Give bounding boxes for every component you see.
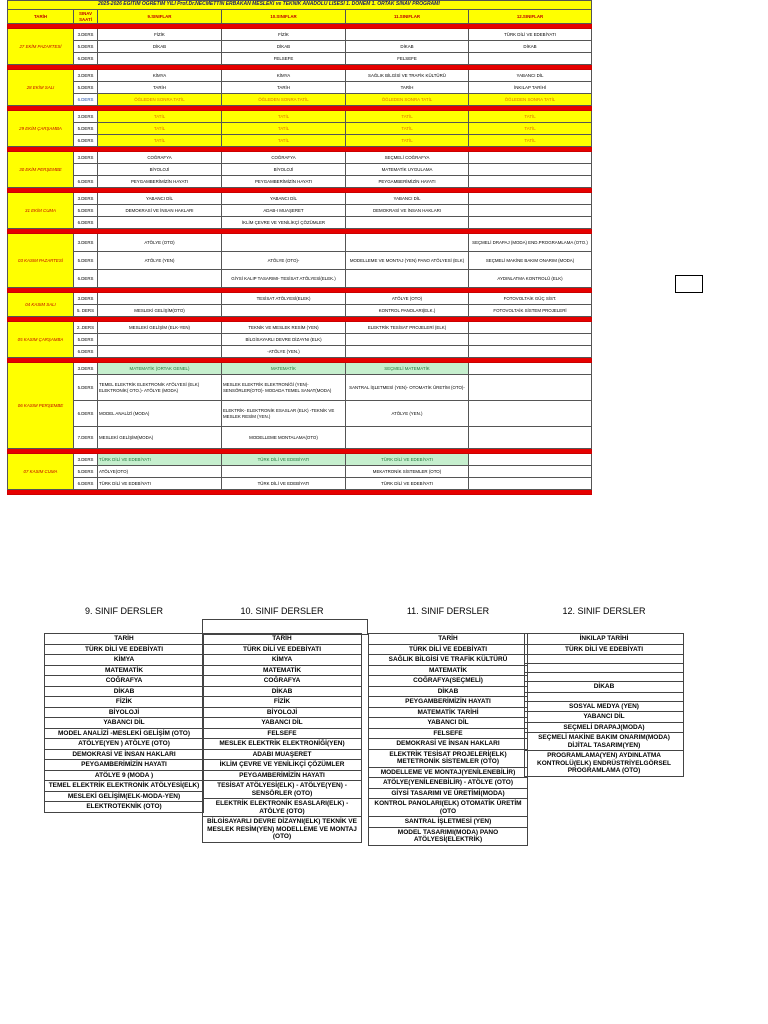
grade-11-subjects bbox=[368, 606, 528, 846]
exam-cell-g10: ATÖLYE (OTO)- bbox=[222, 252, 346, 270]
subject-item: MODEL TASARIMI(MODA) PANO ATÖLYESİ(ELEKTRİK) bbox=[368, 827, 528, 846]
exam-cell-g11: TATİL bbox=[346, 135, 469, 147]
subject-item: DİKAB bbox=[44, 686, 204, 698]
exam-cell-g12: İNKILAP TARİHİ bbox=[469, 82, 592, 94]
exam-cell-g9: YABANCI DİL bbox=[98, 193, 222, 205]
header-grade-10: 10.SINIFLAR bbox=[222, 10, 346, 24]
exam-cell-g9 bbox=[98, 53, 222, 65]
exam-cell-g11: TARİH bbox=[346, 82, 469, 94]
exam-date: 03 KASIM PAZARTESİ bbox=[8, 234, 74, 288]
exam-cell-g10: PEYGAMBERİMİZİN HAYATI bbox=[222, 176, 346, 188]
subject-item: FELSEFE bbox=[202, 728, 362, 740]
exam-date: 28 EKİM SALI bbox=[8, 70, 74, 106]
exam-cell-g11: DİKAB bbox=[346, 41, 469, 53]
schedule-row bbox=[8, 401, 592, 427]
exam-cell-g11 bbox=[346, 234, 469, 252]
exam-cell-g12: TATİL bbox=[469, 111, 592, 123]
exam-cell-g9: MATEMATİK (ORTAK GENEL) bbox=[98, 363, 222, 375]
exam-hour: 5.DERS bbox=[74, 252, 98, 270]
exam-hour: 5.DERS bbox=[74, 334, 98, 346]
exam-cell-g11: ATÖLYE (OTO) bbox=[346, 293, 469, 305]
exam-cell-g9: TATİL bbox=[98, 135, 222, 147]
exam-cell-g10: BİYOLOJİ bbox=[222, 164, 346, 176]
exam-cell-g9: TARİH bbox=[98, 82, 222, 94]
exam-cell-g9: TEMEL ELEKTRİK ELEKTRONİK ATÖLYESİ (ELK) ELEKTRONİK( OTO.)- ATÖLYE (MODA) bbox=[98, 375, 222, 401]
subject-item: İKLİM ÇEVRE VE YENİLİKÇİ ÇÖZÜMLER bbox=[202, 759, 362, 771]
schedule-row bbox=[8, 346, 592, 358]
subject-item: YABANCI DİL bbox=[524, 711, 684, 723]
schedule-row bbox=[8, 193, 592, 205]
exam-cell-g9: MESLEKİ GELİŞİM(OTO) bbox=[98, 305, 222, 317]
header-grade-11: 11.SINIFLAR bbox=[346, 10, 469, 24]
grade-11-header: 11. SINIF DERSLER bbox=[406, 606, 490, 616]
exam-cell-g12 bbox=[469, 205, 592, 217]
schedule-row bbox=[8, 478, 592, 490]
schedule-row bbox=[8, 29, 592, 41]
exam-cell-g11: SANTRAL İŞLETMESİ (YEN)- OTOMATİK ÜRETİM (OTO)- bbox=[346, 375, 469, 401]
exam-cell-g10: MODELLEME MONTALAMA(OTO) bbox=[222, 427, 346, 449]
exam-cell-g10: YABANCI DİL bbox=[222, 193, 346, 205]
exam-date: 29 EKİM ÇARŞAMBA bbox=[8, 111, 74, 147]
exam-cell-g9: FİZİK bbox=[98, 29, 222, 41]
exam-cell-g9: DEMOKRASİ VE İNSAN HAKLARI bbox=[98, 205, 222, 217]
exam-cell-g12 bbox=[469, 401, 592, 427]
exam-cell-g12 bbox=[469, 375, 592, 401]
schedule-row bbox=[8, 53, 592, 65]
empty-box bbox=[675, 275, 703, 293]
exam-cell-g12: AYDINLATMA KONTROLÜ (ELK) bbox=[469, 270, 592, 288]
subject-item: YABANCI DİL bbox=[368, 717, 528, 729]
subject-item: MODEL ANALİZİ -MESLEKİ GELİŞİM (OTO) bbox=[44, 728, 204, 740]
exam-cell-g10 bbox=[222, 305, 346, 317]
exam-cell-g9: MESLEKİ GELİŞİM (ELK-YEN) bbox=[98, 322, 222, 334]
exam-hour: 6.DERS bbox=[74, 135, 98, 147]
exam-cell-g12 bbox=[469, 322, 592, 334]
exam-hour: 7.DERS bbox=[74, 427, 98, 449]
subject-item: YABANCI DİL bbox=[202, 717, 362, 729]
subject-item: SEÇMELİ DRAPAJ(MODA) bbox=[524, 722, 684, 734]
exam-cell-g10: FİZİK bbox=[222, 29, 346, 41]
exam-hour: 5.DERS bbox=[74, 82, 98, 94]
exam-cell-g11 bbox=[346, 346, 469, 358]
schedule-row bbox=[8, 164, 592, 176]
exam-cell-g9: MESLEKİ GELİŞİM(MODA) bbox=[98, 427, 222, 449]
subject-item: COĞRAFYA(SEÇMELİ) bbox=[368, 675, 528, 687]
exam-cell-g11: ÖĞLEDEN SONRA TATİL bbox=[346, 94, 469, 106]
subject-item: BİYOLOJİ bbox=[44, 707, 204, 719]
exam-schedule-table bbox=[7, 0, 592, 495]
subject-item: ELEKTRİK ELEKTRONİK ESASLARI(ELK) - ATÖLYE (OTO) bbox=[202, 798, 362, 817]
exam-hour: 6.DERS bbox=[74, 401, 98, 427]
schedule-row bbox=[8, 427, 592, 449]
exam-cell-g10: KİMYA bbox=[222, 70, 346, 82]
exam-cell-g9 bbox=[98, 270, 222, 288]
exam-cell-g11: ELEKTRİK TESİSAT PROJELERİ (ELK) bbox=[346, 322, 469, 334]
exam-date: 31 EKİM CUMA bbox=[8, 193, 74, 229]
exam-cell-g11: DEMOKRASİ VE İNSAN HAKLARI bbox=[346, 205, 469, 217]
exam-hour: 3.DERS bbox=[74, 363, 98, 375]
exam-cell-g11 bbox=[346, 427, 469, 449]
exam-hour: 3.DERS bbox=[74, 29, 98, 41]
exam-hour: 5.DERS bbox=[74, 205, 98, 217]
exam-hour: 2..DERS bbox=[74, 322, 98, 334]
exam-cell-g9 bbox=[98, 334, 222, 346]
subject-item: PROGRAMLAMA(YEN) AYDINLATMA KONTROLÜ(ELK) ENDRÜSTRİYELGÖRSEL PROGRAMLAMA (OTO) bbox=[524, 750, 684, 777]
schedule-row bbox=[8, 152, 592, 164]
header-grade-12: 12.SINIFLAR bbox=[469, 10, 592, 24]
subject-item: MODELLEME VE MONTAJ(YENİLENEBİLİR) bbox=[368, 767, 528, 779]
subject-item: TARİH bbox=[44, 633, 204, 645]
exam-cell-g10: TÜRK DİLİ VE EDEBİYATI bbox=[222, 454, 346, 466]
schedule-row bbox=[8, 270, 592, 288]
exam-cell-g9: BİYOLOJİ bbox=[98, 164, 222, 176]
exam-cell-g12: TATİL bbox=[469, 135, 592, 147]
schedule-row bbox=[8, 375, 592, 401]
header-grade-9: 9.SINIFLAR bbox=[98, 10, 222, 24]
exam-date: 07 KASIM CUMA bbox=[8, 454, 74, 490]
exam-cell-g11: KONTROL PANOLARI(ELK.) bbox=[346, 305, 469, 317]
exam-cell-g9: ATÖLYE (YEN) bbox=[98, 252, 222, 270]
exam-cell-g10: TESİSAT ATÖLYESİ(ELEK) bbox=[222, 293, 346, 305]
exam-cell-g9: TATİL bbox=[98, 111, 222, 123]
exam-cell-g10: TÜRK DİLİ VE EDEBİYATI bbox=[222, 478, 346, 490]
grade-12-header: 12. SINIF DERSLER bbox=[562, 606, 646, 616]
exam-cell-g11: SEÇMELİ MATEMATİK bbox=[346, 363, 469, 375]
exam-cell-g10: MATEMATİK bbox=[222, 363, 346, 375]
schedule-row bbox=[8, 252, 592, 270]
exam-cell-g11: ATÖLYE (YEN.) bbox=[346, 401, 469, 427]
exam-date: 04 KASIM SALI bbox=[8, 293, 74, 317]
exam-cell-g11: MODELLEME VE MONTAJ (YEN) PANO ATÖLYESİ (ELK) bbox=[346, 252, 469, 270]
subject-item: ATÖLYE(YEN ) ATÖLYE (OTO) bbox=[44, 738, 204, 750]
subject-item: ELEKTROTEKNİK (OTO) bbox=[44, 801, 204, 813]
exam-hour: 6.DERS bbox=[74, 346, 98, 358]
exam-cell-g10: İKLİM ÇEVRE VE YENİLİKÇİ ÇÖZÜMLER bbox=[222, 217, 346, 229]
exam-cell-g9 bbox=[98, 293, 222, 305]
exam-hour: 3.DERS bbox=[74, 111, 98, 123]
exam-hour: 6.DERS bbox=[74, 217, 98, 229]
exam-cell-g12 bbox=[469, 466, 592, 478]
subject-item: SOSYAL MEDYA (YEN) bbox=[524, 701, 684, 713]
subject-item: ELEKTRİK TESİSAT PROJELERİ(ELK) METETRONİK SİSTEMLER (OTO) bbox=[368, 749, 528, 768]
subject-item: MESLEKİ GELİŞİM(ELK-MODA-YEN) bbox=[44, 791, 204, 803]
exam-hour: 6.DERS bbox=[74, 176, 98, 188]
exam-hour: 5. DERS bbox=[74, 305, 98, 317]
exam-cell-g9: DİKAB bbox=[98, 41, 222, 53]
subject-item: DİKAB bbox=[524, 681, 684, 693]
exam-cell-g10: ELEKTRİK- ELEKTRONİK ESASLAR (ELK) -TEKNİK VE MESLEK RESİM (YEN.) bbox=[222, 401, 346, 427]
subject-item: TESİSAT ATÖLYESİ(ELK) - ATÖLYE(YEN) - SENSÖRLER (OTO) bbox=[202, 780, 362, 799]
day-separator bbox=[8, 490, 592, 495]
subject-item: BİLGİSAYARLI DEVRE DİZAYNI(ELK) TEKNİK VE MESLEK RESİM(YEN) MODELLEME VE MONTAJ (OTO) bbox=[202, 816, 362, 843]
subject-item: TÜRK DİLİ VE EDEBİYATI bbox=[524, 644, 684, 656]
header-hour: SINAV SAATİ bbox=[74, 10, 98, 24]
header-date: TARİH bbox=[8, 10, 74, 24]
schedule-row bbox=[8, 363, 592, 375]
exam-cell-g12: SEÇMELİ DRAPAJ (MODA) END.PROGRAMLAMA (OTO.) bbox=[469, 234, 592, 252]
exam-cell-g12: YABANCI DİL bbox=[469, 70, 592, 82]
exam-cell-g11: SAĞLIK BİLGİSİ VE TRAFİK KÜLTÜRÜ bbox=[346, 70, 469, 82]
schedule-row bbox=[8, 205, 592, 217]
exam-cell-g9: PEYGAMBERİMİZİN HAYATI bbox=[98, 176, 222, 188]
schedule-row bbox=[8, 41, 592, 53]
schedule-row bbox=[8, 94, 592, 106]
exam-cell-g11: SEÇMELİ COĞRAFYA bbox=[346, 152, 469, 164]
exam-cell-g11: MEKATRONİK SİSTEMLER (OTO) bbox=[346, 466, 469, 478]
exam-cell-g9 bbox=[98, 346, 222, 358]
exam-cell-g9: ATÖLYE(OTO) bbox=[98, 466, 222, 478]
exam-cell-g11: TÜRK DİLİ VE EDEBİYATI bbox=[346, 478, 469, 490]
subject-item: TÜRK DİLİ VE EDEBİYATI bbox=[44, 644, 204, 656]
exam-hour: 6.DERS bbox=[74, 270, 98, 288]
exam-cell-g11: TATİL bbox=[346, 123, 469, 135]
exam-cell-g10 bbox=[222, 234, 346, 252]
schedule-row bbox=[8, 334, 592, 346]
subject-item: PEYGAMBERİMİZİN HAYATI bbox=[44, 759, 204, 771]
subject-item: ATÖLYE(YENİLENEBİLİR) - ATÖLYE (OTO) bbox=[368, 777, 528, 789]
subject-item: TEMEL ELEKTRİK ELEKTRONİK ATÖLYESİ(ELK) bbox=[44, 780, 204, 792]
subject-item: TÜRK DİLİ VE EDEBİYATI bbox=[368, 644, 528, 656]
exam-cell-g11: FELSEFE bbox=[346, 53, 469, 65]
exam-hour: 3.DERS bbox=[74, 454, 98, 466]
subject-item: BİYOLOJİ bbox=[202, 707, 362, 719]
exam-hour: 5.DERS bbox=[74, 123, 98, 135]
subject-item: MATEMATİK TARİHİ bbox=[368, 707, 528, 719]
exam-cell-g12: TATİL bbox=[469, 123, 592, 135]
exam-cell-g10: TARİH bbox=[222, 82, 346, 94]
exam-cell-g9: TÜRK DİLİ VE EDEBİYATI bbox=[98, 454, 222, 466]
exam-cell-g10: DİKAB bbox=[222, 41, 346, 53]
schedule-row bbox=[8, 293, 592, 305]
exam-cell-g12 bbox=[469, 346, 592, 358]
subject-item: MATEMATİK bbox=[368, 665, 528, 677]
subject-item: KİMYA bbox=[44, 654, 204, 666]
schedule-row bbox=[8, 123, 592, 135]
subject-item: ATÖLYE 9 (MODA ) bbox=[44, 770, 204, 782]
schedule-row bbox=[8, 234, 592, 252]
exam-cell-g12: DİKAB bbox=[469, 41, 592, 53]
exam-cell-g12 bbox=[469, 478, 592, 490]
exam-cell-g11: PEYGAMBERİMİZİN HAYATI bbox=[346, 176, 469, 188]
exam-cell-g12 bbox=[469, 454, 592, 466]
exam-cell-g9 bbox=[98, 217, 222, 229]
exam-cell-g12 bbox=[469, 363, 592, 375]
exam-cell-g10: COĞRAFYA bbox=[222, 152, 346, 164]
exam-cell-g12 bbox=[469, 53, 592, 65]
exam-cell-g10 bbox=[222, 466, 346, 478]
subject-item: TARİH bbox=[202, 633, 362, 645]
exam-cell-g12: TÜRK DİLİ VE EDEBİYATI bbox=[469, 29, 592, 41]
exam-cell-g12 bbox=[469, 164, 592, 176]
grade-9-header: 9. SINIF DERSLER bbox=[84, 606, 164, 616]
subject-item: MATEMATİK bbox=[44, 665, 204, 677]
grade-10-header: 10. SINIF DERSLER bbox=[240, 606, 324, 616]
schedule-row bbox=[8, 111, 592, 123]
subject-item: KİMYA bbox=[202, 654, 362, 666]
exam-cell-g10: TEKNİK VE MESLEK RESİM (YEN) bbox=[222, 322, 346, 334]
exam-cell-g12 bbox=[469, 217, 592, 229]
exam-hour: 6.DERS bbox=[74, 53, 98, 65]
subject-item: SEÇMELİ MAKİNE BAKIM ONARIM(MODA) DİJİTAL TASARIM(YEN) bbox=[524, 732, 684, 751]
separator-cell bbox=[8, 490, 592, 495]
exam-hour: 5.DERS bbox=[74, 466, 98, 478]
exam-hour: 3.DERS bbox=[74, 70, 98, 82]
subject-item: İNKILAP TARİHİ bbox=[524, 633, 684, 645]
exam-hour: 3.DERS bbox=[74, 234, 98, 252]
subject-item: TARİH bbox=[368, 633, 528, 645]
schedule-row bbox=[8, 305, 592, 317]
exam-cell-g12: ÖĞLEDEN SONRA TATİL bbox=[469, 94, 592, 106]
subject-item: COĞRAFYA bbox=[44, 675, 204, 687]
exam-cell-g12 bbox=[469, 334, 592, 346]
schedule-row bbox=[8, 176, 592, 188]
schedule-row bbox=[8, 70, 592, 82]
exam-hour: 3.DERS bbox=[74, 293, 98, 305]
subject-item: FİZİK bbox=[44, 696, 204, 708]
exam-cell-g12 bbox=[469, 176, 592, 188]
subject-item: FELSEFE bbox=[368, 728, 528, 740]
subject-item: DİKAB bbox=[202, 686, 362, 698]
subject-item: DİKAB bbox=[368, 686, 528, 698]
schedule-row bbox=[8, 322, 592, 334]
exam-cell-g10: GİYSİ KALIP TASARIMI- TESİSAT ATÖLYESİ(ELEK.) bbox=[222, 270, 346, 288]
exam-cell-g11: TATİL bbox=[346, 111, 469, 123]
exam-date: 05 KASIM ÇARŞAMBA bbox=[8, 322, 74, 358]
exam-cell-g10: ÖĞLEDEN SONRA TATİL bbox=[222, 94, 346, 106]
exam-cell-g9: COĞRAFYA bbox=[98, 152, 222, 164]
exam-cell-g9: ATÖLYE (OTO) bbox=[98, 234, 222, 252]
schedule-title: 2025-2026 EĞİTİM ÖĞRETİM YILI Prof.Dr.NECMETTİN ERBAKAN MESLEKİ ve TEKNİK ANADOLU LİSESİ 1. DÖNEM 1. ORTAK SINAV PROGRAMI bbox=[8, 1, 592, 10]
exam-cell-g11: MATEMATİK UYGULAMA bbox=[346, 164, 469, 176]
subject-item: SAĞLIK BİLGİSİ VE TRAFİK KÜLTÜRÜ bbox=[368, 654, 528, 666]
grade-12-subjects bbox=[524, 606, 684, 777]
exam-cell-g11 bbox=[346, 29, 469, 41]
grade-9-subjects bbox=[44, 606, 204, 813]
exam-cell-g9: TATİL bbox=[98, 123, 222, 135]
exam-hour: 6.DERS bbox=[74, 94, 98, 106]
exam-hour: 3.DERS bbox=[74, 193, 98, 205]
subject-item: MESLEK ELEKTRİK ELEKTRONİĞİ(YEN) bbox=[202, 738, 362, 750]
subject-item: DEMOKRASİ VE İNSAN HAKLARI bbox=[368, 738, 528, 750]
exam-cell-g9: TÜRK DİLİ VE EDEBİYATI bbox=[98, 478, 222, 490]
exam-cell-g10: ADAB-I MUAŞERET bbox=[222, 205, 346, 217]
exam-cell-g10: BİLGİSAYARLI DEVRE DİZAYNI (ELK) bbox=[222, 334, 346, 346]
subject-item: MATEMATİK bbox=[202, 665, 362, 677]
subject-item: SANTRAL İŞLETMESİ (YEN) bbox=[368, 816, 528, 828]
exam-cell-g12: SEÇMELİ MAKİNE BAKIM ONARIM (MODA) bbox=[469, 252, 592, 270]
exam-cell-g11 bbox=[346, 270, 469, 288]
exam-cell-g11 bbox=[346, 217, 469, 229]
exam-date: 06 KASIM PERŞEMBE bbox=[8, 363, 74, 449]
exam-cell-g10: MESLEK ELEKTRİK ELEKTRONİĞİ (YEN)- SENSÖRLER(OTO)- MODADA TEMEL SANAT(MODA) bbox=[222, 375, 346, 401]
subject-item: PEYGAMBERİMİZİN HAYATI bbox=[202, 770, 362, 782]
schedule-row bbox=[8, 217, 592, 229]
exam-date: 27 EKİM PAZARTESİ bbox=[8, 29, 74, 65]
exam-date: 30 EKİM PERŞEMBE bbox=[8, 152, 74, 188]
subject-item: GİYSİ TASARIMI VE ÜRETİMİ(MODA) bbox=[368, 788, 528, 800]
exam-cell-g10: FELSEFE bbox=[222, 53, 346, 65]
exam-cell-g10: TATİL bbox=[222, 123, 346, 135]
exam-cell-g10: TATİL bbox=[222, 111, 346, 123]
exam-hour: 5.DERS bbox=[74, 41, 98, 53]
subject-item: KONTROL PANOLARI(ELK) OTOMATİK ÜRETİM (OTO bbox=[368, 798, 528, 817]
subject-item: ADABI MUAŞERET bbox=[202, 749, 362, 761]
schedule-row bbox=[8, 454, 592, 466]
exam-cell-g12 bbox=[469, 152, 592, 164]
exam-cell-g12 bbox=[469, 193, 592, 205]
exam-cell-g9: KİMYA bbox=[98, 70, 222, 82]
exam-cell-g9: ÖĞLEDEN SONRA TATİL bbox=[98, 94, 222, 106]
schedule-row bbox=[8, 135, 592, 147]
subject-item: PEYGAMBERİMİZİN HAYATI bbox=[368, 696, 528, 708]
exam-hour: 6.DERS bbox=[74, 478, 98, 490]
subject-item: YABANCI DİL bbox=[44, 717, 204, 729]
exam-cell-g11: TÜRK DİLİ VE EDEBİYATI bbox=[346, 454, 469, 466]
exam-hour: 5.DERS bbox=[74, 375, 98, 401]
exam-cell-g12: FOTOVOLTAİK SİSTEM PROJELERİ bbox=[469, 305, 592, 317]
exam-cell-g11: YABANCI DİL bbox=[346, 193, 469, 205]
exam-cell-g12: FOTOVOLTAİK GÜÇ SİST. bbox=[469, 293, 592, 305]
schedule-row bbox=[8, 82, 592, 94]
subject-item: FİZİK bbox=[202, 696, 362, 708]
subject-item: TÜRK DİLİ VE EDEBİYATI bbox=[202, 644, 362, 656]
schedule-row bbox=[8, 466, 592, 478]
exam-cell-g11 bbox=[346, 334, 469, 346]
subject-item: COĞRAFYA bbox=[202, 675, 362, 687]
grade-10-subjects bbox=[202, 606, 362, 843]
exam-cell-g12 bbox=[469, 427, 592, 449]
exam-hour bbox=[74, 164, 98, 176]
exam-cell-g10: -ATÖLYE (YEN.) bbox=[222, 346, 346, 358]
exam-cell-g10: TATİL bbox=[222, 135, 346, 147]
subject-item: DEMOKRASİ VE İNSAN HAKLARI bbox=[44, 749, 204, 761]
exam-hour: 3.DERS bbox=[74, 152, 98, 164]
exam-cell-g9: MODEL ANALİZİ (MODA) bbox=[98, 401, 222, 427]
